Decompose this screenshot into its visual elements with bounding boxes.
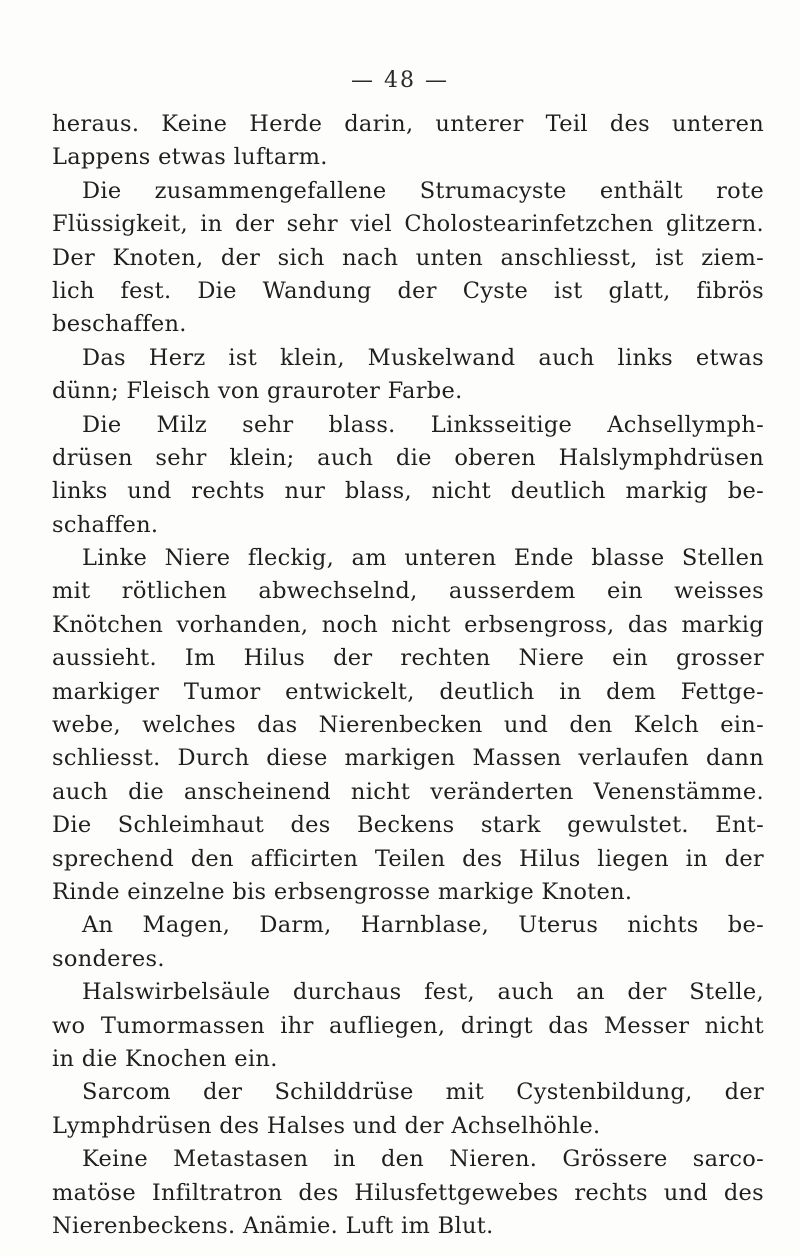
- text-line: in die Knochen ein.: [52, 1045, 278, 1072]
- text-line: links und rechts nur blass, nicht deutlich markig be-: [52, 478, 764, 505]
- text-line: Keine Metastasen in den Nieren. Grössere sarco-: [82, 1146, 764, 1173]
- text-line: aussieht. Im Hilus der rechten Niere ein grosser: [52, 645, 764, 672]
- text-line: Halswirbelsäule durchaus fest, auch an der Stelle,: [82, 979, 764, 1006]
- text-line: lich fest. Die Wandung der Cyste ist glatt, fibrös: [52, 277, 764, 304]
- text-line: drüsen sehr klein; auch die oberen Halslymphdrüsen: [52, 444, 764, 471]
- text-line: Die zusammengefallene Strumacyste enthält rote: [82, 177, 764, 204]
- text-line: webe, welches das Nierenbecken und den Kelch ein-: [52, 712, 764, 739]
- text-line: sprechend den afficirten Teilen des Hilus liegen in der: [52, 845, 764, 872]
- text-line: Die Schleimhaut des Beckens stark gewulstet. Ent-: [52, 812, 764, 839]
- text-line: Flüssigkeit, in der sehr viel Cholostearinfetzchen glitzern.: [52, 211, 764, 238]
- text-line: An Magen, Darm, Harnblase, Uterus nichts be-: [82, 912, 764, 939]
- text-line: schaffen.: [52, 511, 159, 538]
- text-line: beschaffen.: [52, 311, 187, 338]
- text-line: heraus. Keine Herde darin, unterer Teil des unteren: [52, 111, 764, 137]
- text-line: Der Knoten, der sich nach unten anschliesst, ist ziem-: [52, 244, 764, 271]
- body-text: [52, 108, 764, 1243]
- text-line: Sarcom der Schilddrüse mit Cystenbildung, der: [82, 1079, 764, 1106]
- text-line: sonderes.: [52, 945, 165, 972]
- text-line: markiger Tumor entwickelt, deutlich in dem Fettge-: [52, 678, 764, 705]
- text-line: dünn; Fleisch von grauroter Farbe.: [52, 378, 463, 405]
- text-line: Knötchen vorhanden, noch nicht erbsengross, das markig: [52, 611, 764, 638]
- text-line: Die Milz sehr blass. Linksseitige Achsellymph-: [82, 411, 764, 438]
- text-line: matöse Infiltratron des Hilusfettgewebes rechts und des: [52, 1179, 764, 1206]
- text-line: schliesst. Durch diese markigen Massen verlaufen dann: [52, 745, 764, 772]
- text-line: Das Herz ist klein, Muskelwand auch links etwas: [82, 344, 764, 371]
- text-line: Lappens etwas luftarm.: [52, 144, 328, 171]
- text-line: Nierenbeckens. Anämie. Luft im Blut.: [52, 1212, 494, 1239]
- text-line: wo Tumormassen ihr aufliegen, dringt das Messer nicht: [52, 1012, 764, 1039]
- text-line: Linke Niere fleckig, am unteren Ende blasse Stellen: [82, 545, 764, 572]
- text-line: Rinde einzelne bis erbsengrosse markige Knoten.: [52, 878, 633, 905]
- text-line: Lymphdrüsen des Halses und der Achselhöhle.: [52, 1112, 601, 1139]
- page-number: — 48 —: [351, 68, 449, 93]
- text-line: mit rötlichen abwechselnd, ausserdem ein weisses: [52, 578, 764, 605]
- text-line: auch die anscheinend nicht veränderten Venenstämme.: [52, 778, 764, 805]
